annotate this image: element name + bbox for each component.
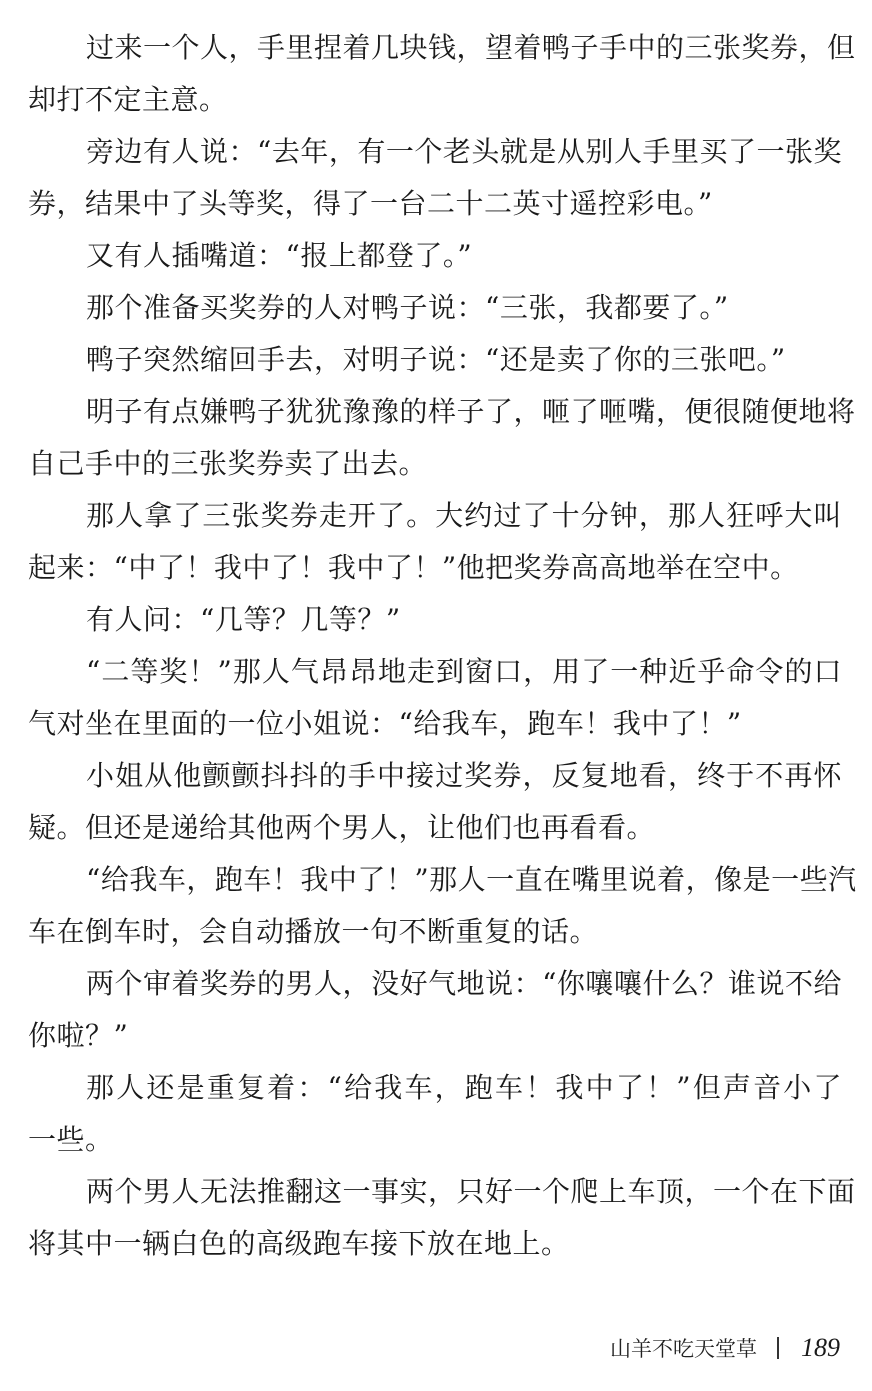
paragraph bbox=[28, 282, 842, 334]
text-line: “给我车，跑车！我中了！”那人一直在嘴里说着，像是一些汽 bbox=[86, 863, 857, 896]
text-line: 气对坐在里面的一位小姐说：“给我车，跑车！我中了！” bbox=[28, 707, 742, 740]
text-line: 疑。但还是递给其他两个男人，让他们也再看看。 bbox=[28, 811, 656, 844]
text-line: 两个男人无法推翻这一事实，只好一个爬上车顶，一个在下面 bbox=[86, 1175, 856, 1208]
text-line: 一些。 bbox=[28, 1123, 114, 1156]
paragraph bbox=[28, 594, 842, 646]
text-line: 鸭子突然缩回手去，对明子说：“还是卖了你的三张吧。” bbox=[86, 343, 786, 376]
text-line: 却打不定主意。 bbox=[28, 83, 228, 116]
page-number: 189 bbox=[801, 1333, 840, 1362]
paragraph bbox=[28, 646, 842, 750]
text-line: 自己手中的三张奖券卖了出去。 bbox=[28, 447, 428, 480]
text-line: 小姐从他颤颤抖抖的手中接过奖券，反复地看，终于不再怀 bbox=[86, 759, 842, 792]
paragraph bbox=[28, 126, 842, 230]
text-line: 那人拿了三张奖券走开了。大约过了十分钟，那人狂呼大叫 bbox=[86, 499, 842, 532]
text-line: 有人问：“几等？几等？” bbox=[86, 603, 401, 636]
text-line: 两个审着奖券的男人，没好气地说：“你嚷嚷什么？谁说不给 bbox=[86, 967, 842, 1000]
paragraph bbox=[28, 958, 842, 1062]
paragraph bbox=[28, 490, 842, 594]
text-line: 车在倒车时，会自动播放一句不断重复的话。 bbox=[28, 915, 599, 948]
text-line: 明子有点嫌鸭子犹犹豫豫的样子了，咂了咂嘴，便很随便地将 bbox=[86, 395, 856, 428]
text-line: 过来一个人，手里捏着几块钱，望着鸭子手中的三张奖券，但 bbox=[86, 31, 856, 64]
paragraph bbox=[28, 230, 842, 282]
text-line: 那人还是重复着：“给我车，跑车！我中了！”但声音小了 bbox=[86, 1071, 842, 1104]
text-line: 起来：“中了！我中了！我中了！”他把奖券高高地举在空中。 bbox=[28, 551, 799, 584]
paragraph bbox=[28, 1166, 856, 1270]
text-line: “二等奖！”那人气昂昂地走到窗口，用了一种近乎命令的口 bbox=[86, 655, 842, 688]
text-line: 券，结果中了头等奖，得了一台二十二英寸遥控彩电。” bbox=[28, 187, 713, 220]
page-footer bbox=[610, 1333, 840, 1363]
text-line: 那个准备买奖券的人对鸭子说：“三张，我都要了。” bbox=[86, 291, 729, 324]
paragraph bbox=[28, 854, 857, 958]
footer-separator bbox=[777, 1337, 779, 1359]
paragraph bbox=[28, 386, 856, 490]
text-line: 你啦？” bbox=[28, 1019, 129, 1052]
paragraph bbox=[28, 22, 856, 126]
running-title: 山羊不吃天堂草 bbox=[610, 1337, 757, 1361]
paragraph bbox=[28, 1062, 842, 1166]
text-line: 旁边有人说：“去年，有一个老头就是从别人手里买了一张奖 bbox=[86, 135, 842, 168]
text-line: 将其中一辆白色的高级跑车接下放在地上。 bbox=[28, 1227, 570, 1260]
paragraph bbox=[28, 334, 842, 386]
body-text bbox=[28, 22, 857, 1270]
paragraph bbox=[28, 750, 842, 854]
text-line: 又有人插嘴道：“报上都登了。” bbox=[86, 239, 473, 272]
